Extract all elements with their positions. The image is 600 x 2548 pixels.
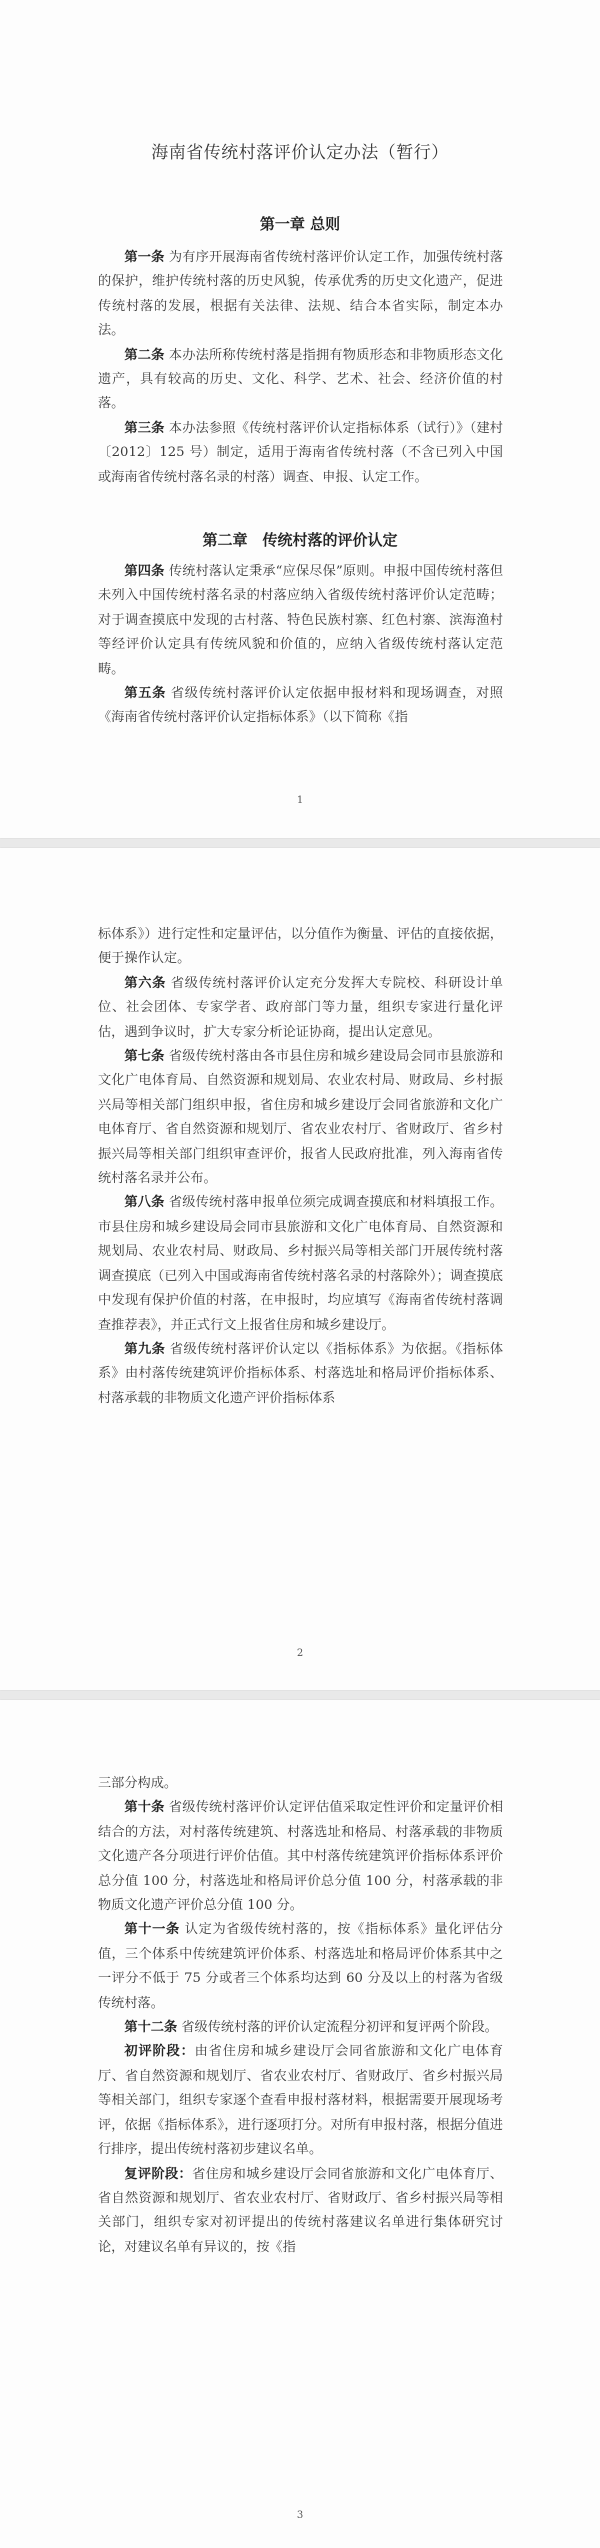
- stage-final-text: 省住房和城乡建设厅会同省旅游和文化广电体育厅、省自然资源和规划厅、省农业农村厅、省财政厅、省乡村振兴局等相关部门，组织专家对初评提出的传统村落建议名单进行集体研究讨论，对建议名单有异议的，按《指: [98, 2166, 503, 2255]
- article-4-text: 传统村落认定秉承“应保尽保”原则。申报中国传统村落但未列入中国传统村落名录的村落应纳入省级传统村落评价认定范畴；对于调查摸底中发现的古村落、特色民族村寨、红色村寨、滨海渔村等经评价认定具有传统风貌和价值的，应纳入省级传统村落认定范畴。: [98, 564, 504, 677]
- article-7-lead: 第七条: [124, 1049, 165, 1065]
- page-number-3: 3: [296, 2510, 304, 2521]
- stage-initial-lead: 初评阶段：: [124, 2044, 195, 2060]
- article-3-lead: 第三条: [124, 420, 165, 436]
- stage-initial-text: 由省住房和城乡建设厅会同省旅游和文化广电体育厅、省自然资源和规划厅、省农业农村厅、省财政厅、省乡村振兴局等相关部门，组织专家逐个查看申报村落材料，根据需要开展现场考评，依据《指标体系》，进行逐项打分。对所有申报村落，根据分值进行排序，提出传统村落初步建议名单。: [98, 2044, 504, 2158]
- article-11-text: 认定为省级传统村落的，按《指标体系》量化评估分值，三个体系中传统建筑评价体系、村落选址和格局评价体系其中之一评分不低于 75 分或者三个体系均达到 60 分及以上的村落为省级传统村落。: [98, 1922, 503, 2011]
- article-2-lead: 第二条: [124, 347, 165, 363]
- article-5-lead: 第五条: [124, 686, 166, 702]
- article-12-lead: 第十二条: [124, 2020, 178, 2036]
- page-number-2: 2: [296, 1648, 304, 1659]
- stage-final-review: [98, 2163, 503, 2261]
- article-7-text: 省级传统村落由各市县住房和城乡建设局会同市县旅游和文化广电体育局、自然资源和规划局、农业农村局、财政局、乡村振兴局等相关部门组织申报，省住房和城乡建设厅会同省旅游和文化广电体育厅、省自然资源和规划厅、省农业农村厅、省财政厅、省乡村振兴局等相关部门组织审查评价，报省人民政府批准，列入海南省传统村落名录并公布。: [98, 1049, 504, 1187]
- chapter-2-heading: 第二章 传统村落的评价认定: [202, 531, 398, 549]
- article-12-text: 省级传统村落的评价认定流程分初评和复评两个阶段。: [181, 2020, 498, 2036]
- stage-final-lead: 复评阶段：: [124, 2166, 193, 2182]
- article-5: [98, 682, 503, 731]
- article-6-lead: 第六条: [124, 975, 166, 991]
- stage-initial-review: [98, 2040, 503, 2162]
- article-1-lead: 第一条: [124, 250, 165, 265]
- article-2: [98, 344, 503, 417]
- article-2-text: 本办法所称传统村落是指拥有物质形态和非物质形态文化遗产，具有较高的历史、文化、科学、艺术、社会、经济价值的村落。: [98, 347, 504, 412]
- article-12: [98, 2016, 503, 2040]
- article-11-lead: 第十一条: [124, 1922, 180, 1938]
- article-4: [98, 560, 503, 682]
- article-9-text: 省级传统村落评价认定以《指标体系》为依据。《指标体系》由村落传统建筑评价指标体系、村落选址和格局评价指标体系、村落承载的非物质文化遗产评价指标体系: [98, 1341, 504, 1406]
- article-10-lead: 第十条: [124, 1800, 165, 1816]
- article-3: [98, 417, 503, 490]
- article-10-text: 省级传统村落评价认定评估值采取定性评价和定量评价相结合的方法，对村落传统建筑、村落选址和格局、村落承载的非物质文化遗产各分项进行评价估值。其中村落传统建筑评价指标体系评价总分值 100 分，村落选址和格局评价总分值 100 分，村落承载的非物质文化遗产评价总分值 100 分。: [98, 1800, 504, 1914]
- article-11: [98, 1918, 503, 2016]
- document-page-2: [0, 848, 600, 1690]
- article-5-text: 省级传统村落评价认定依据申报材料和现场调查，对照《海南省传统村落评价认定指标体系》（以下简称《指: [98, 686, 503, 726]
- document-title: 海南省传统村落评价认定办法（暂行）: [151, 143, 449, 163]
- document-page-1: [0, 0, 600, 838]
- document-page-3: [0, 1700, 600, 2548]
- article-6-text: 省级传统村落评价认定充分发挥大专院校、科研设计单位、社会团体、专家学者、政府部门等力量，组织专家进行量化评估，遇到争议时，扩大专家分析论证协商，提出认定意见。: [98, 975, 503, 1040]
- chapter-1-heading: 第一章 总则: [259, 215, 341, 233]
- article-4-lead: 第四条: [124, 564, 165, 579]
- article-1-text: 为有序开展海南省传统村落评价认定工作，加强传统村落的保护，维护传统村落的历史风貌，传承优秀的历史文化遗产，促进传统村落的发展，根据有关法律、法规、结合本省实际，制定本办法。: [98, 250, 504, 339]
- article-1: [98, 246, 503, 344]
- article-8-text: 省级传统村落申报单位须完成调查摸底和材料填报工作。市县住房和城乡建设局会同市县旅游和文化广电体育局、自然资源和规划局、农业农村局、财政局、乡村振兴局等相关部门开展传统村落调查摸底（已列入中国或海南省传统村落名录的村落除外）；调查摸底中发现有保护价值的村落，在申报时，均应填写《海南省传统村落调查推荐表》，并正式行文上报省住房和城乡建设厅。: [98, 1195, 504, 1333]
- article-8: [98, 1191, 503, 1337]
- article-7: [98, 1045, 503, 1191]
- article-9-lead: 第九条: [124, 1341, 166, 1357]
- article-9: [98, 1338, 503, 1411]
- article-9-continued: 三部分构成。: [98, 1776, 178, 1791]
- page-number-1: 1: [296, 795, 304, 806]
- article-8-lead: 第八条: [124, 1195, 165, 1211]
- article-3-text: 本办法参照《传统村落评价认定指标体系（试行）》（建村〔2012〕125 号）制定，适用于海南省传统村落（不含已列入中国或海南省传统村落名录的村落）调查、申报、认定工作。: [98, 420, 503, 485]
- article-10: [98, 1796, 503, 1918]
- article-5-continued: 标体系》）进行定性和定量评估，以分值作为衡量、评估的直接依据，便于操作认定。: [98, 927, 503, 967]
- article-6: [98, 972, 503, 1045]
